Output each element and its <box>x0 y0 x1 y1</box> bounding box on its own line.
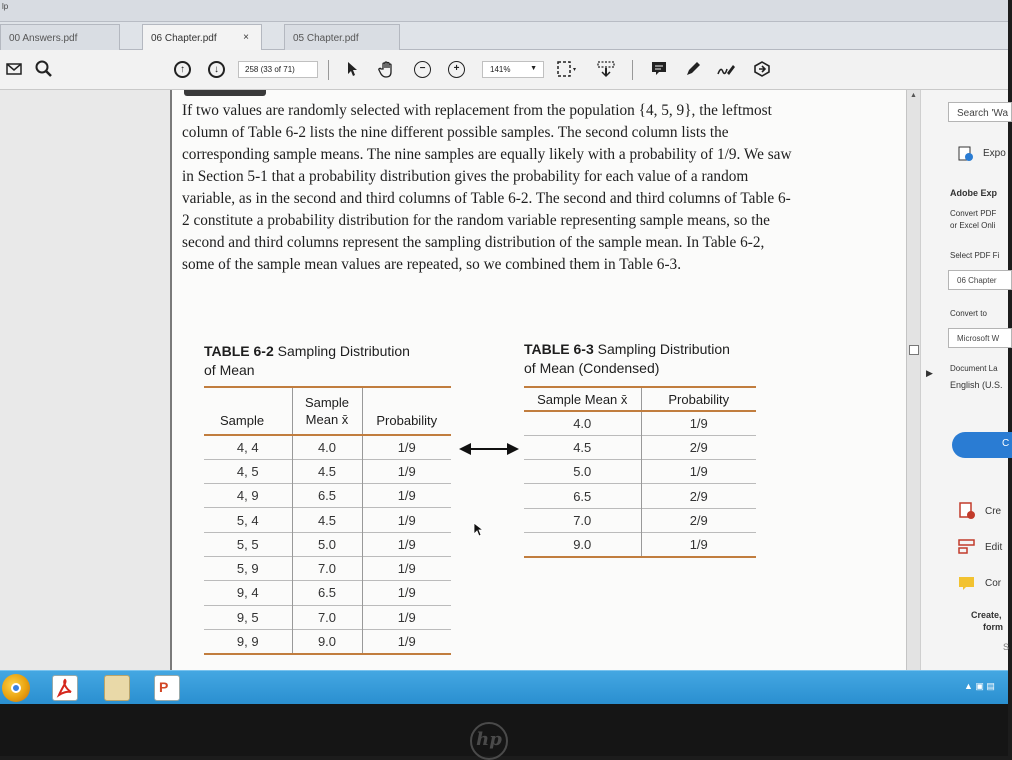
tab-label: 05 Chapter.pdf <box>293 33 359 44</box>
table-header-row <box>524 387 756 411</box>
footer-promo-line3: S <box>1003 642 1010 652</box>
comment-tool-icon <box>958 576 976 592</box>
export-pdf-icon <box>958 146 974 162</box>
cell: 1/9 <box>362 484 451 508</box>
table-row <box>204 556 451 580</box>
right-tools-pane <box>920 90 1008 670</box>
document-language-value[interactable]: English (U.S. <box>950 380 1003 390</box>
table-row <box>524 508 756 532</box>
cell: 7.0 <box>524 508 641 532</box>
cell: 5.0 <box>524 460 641 484</box>
table-row <box>524 460 756 484</box>
convert-description-line2: or Excel Onli <box>950 221 996 230</box>
header-sample-mean: Sample Mean x̄ <box>524 387 641 411</box>
zoom-out-icon[interactable]: − <box>414 59 431 79</box>
convert-button[interactable] <box>952 432 1012 458</box>
table-title-line2: of Mean <box>204 362 255 378</box>
cell: 1/9 <box>641 411 756 435</box>
table-row <box>204 605 451 629</box>
table-row <box>524 411 756 435</box>
cell: 9, 4 <box>204 581 292 605</box>
table-row <box>204 581 451 605</box>
cell: 2/9 <box>641 484 756 508</box>
table-label: TABLE 6-3 <box>524 341 594 357</box>
cell: 9.0 <box>292 629 362 653</box>
cell: 1/9 <box>362 605 451 629</box>
next-page-icon[interactable]: ↓ <box>208 59 225 79</box>
collapse-triangle-icon[interactable]: ▶ <box>926 368 933 378</box>
cell: 5.0 <box>292 532 362 556</box>
cell: 4.0 <box>292 435 362 459</box>
table-row <box>524 435 756 459</box>
chevron-down-icon: ▼ <box>530 65 537 72</box>
email-icon[interactable] <box>6 59 22 79</box>
tab-06-chapter[interactable] <box>142 24 262 50</box>
fit-page-icon[interactable] <box>556 59 578 79</box>
comment-icon[interactable] <box>650 59 668 79</box>
acrobat-app-icon[interactable] <box>52 675 78 701</box>
cell: 4, 5 <box>204 459 292 483</box>
create-pdf-tool[interactable]: Cre <box>985 506 1002 517</box>
system-tray[interactable]: ▲ ▣ ▤ <box>964 681 995 691</box>
table-6-2 <box>204 386 451 655</box>
edit-pdf-icon <box>958 538 976 556</box>
convert-description-line1: Convert PDF <box>950 209 997 218</box>
footer-promo-line1: Create, <box>971 610 1002 620</box>
cell: 4.5 <box>292 459 362 483</box>
table-row <box>204 459 451 483</box>
cell: 1/9 <box>362 629 451 653</box>
tab-05-chapter[interactable] <box>284 24 400 50</box>
document-language-label: Document La <box>950 364 998 373</box>
footer-promo-line2: form <box>983 622 1003 632</box>
search-icon[interactable] <box>35 59 53 79</box>
cell: 4.5 <box>292 508 362 532</box>
cell: 1/9 <box>641 460 756 484</box>
convert-to-label: Convert to <box>950 309 987 318</box>
cell: 1/9 <box>362 508 451 532</box>
section-header-band <box>184 90 266 96</box>
toolbar-separator <box>632 60 633 80</box>
zoom-level-field[interactable] <box>482 61 544 78</box>
cell: 7.0 <box>292 556 362 580</box>
selected-file-field[interactable]: 06 Chapter <box>948 270 1012 290</box>
tab-bar <box>0 22 1008 50</box>
table-title: Sampling Distribution <box>277 343 410 359</box>
sign-icon[interactable] <box>716 59 736 79</box>
file-explorer-icon[interactable] <box>104 675 130 701</box>
chrome-app-icon[interactable] <box>2 674 30 702</box>
hand-tool-icon[interactable] <box>378 59 396 79</box>
table-row <box>204 484 451 508</box>
cell: 2/9 <box>641 435 756 459</box>
table-row <box>204 435 451 459</box>
cell: 5, 9 <box>204 556 292 580</box>
header-line: Sample <box>304 395 350 410</box>
hp-logo: hp <box>470 722 508 760</box>
cell: 4.5 <box>524 435 641 459</box>
previous-page-icon[interactable]: ↑ <box>174 59 191 79</box>
select-pdf-label: Select PDF Fi <box>950 251 1000 260</box>
powerpoint-app-icon[interactable] <box>154 675 180 701</box>
scroll-up-icon[interactable]: ▲ <box>910 92 917 99</box>
table-row <box>204 629 451 653</box>
mouse-cursor-icon <box>473 522 485 538</box>
header-sample-mean <box>292 387 362 435</box>
adobe-export-heading: Adobe Exp <box>950 188 998 198</box>
tab-00-answers[interactable] <box>0 24 120 50</box>
table-header-row <box>204 387 451 435</box>
chrome-center <box>11 683 21 693</box>
cell: 5, 4 <box>204 508 292 532</box>
cell: 9, 9 <box>204 629 292 653</box>
cell: 2/9 <box>641 508 756 532</box>
send-icon[interactable] <box>752 59 772 79</box>
convert-target-select[interactable]: Microsoft W <box>948 328 1012 348</box>
select-tool-icon[interactable] <box>346 59 358 79</box>
left-navigation-pane <box>0 90 172 670</box>
body-paragraph: If two values are randomly selected with replacement from the population {4, 5, 9}, the leftmost column of Table 6-2 lists the nine different possible samples. The second column lists the corresponding sample means. The nine samples are equally likely with a probability of 1/9. We saw in Section 5-1 that a probability distribution gives the probability for each value of a random variable, as in the second and third columns of Table 6-2. The second and third columns of Table 6-2 constitute a probability distribution for the random variable representing sample means, so the second and third columns represent the sampling distribution of the sample mean. In Table 6-2, some of the sample mean values are repeated, so we combined them in Table 6-3. <box>182 102 792 273</box>
cell: 1/9 <box>362 581 451 605</box>
create-pdf-icon <box>958 502 976 520</box>
zoom-in-icon[interactable]: + <box>448 59 465 79</box>
cell: 7.0 <box>292 605 362 629</box>
comment-tool[interactable]: Cor <box>985 578 1002 589</box>
tab-label: 06 Chapter.pdf <box>151 33 217 44</box>
cell: 5, 5 <box>204 532 292 556</box>
vertical-scrollbar[interactable] <box>906 90 920 670</box>
cell: 1/9 <box>362 435 451 459</box>
cell: 6.5 <box>292 581 362 605</box>
cell: 4.0 <box>524 411 641 435</box>
table-6-3 <box>524 386 756 558</box>
table-6-2-caption <box>204 342 410 380</box>
toolbar <box>0 50 1008 90</box>
header-probability: Probability <box>641 387 756 411</box>
export-label[interactable]: Expo <box>983 148 1006 159</box>
table-title: Sampling Distribution <box>597 341 730 357</box>
edit-pdf-tool[interactable]: Edit <box>985 542 1003 553</box>
table-row <box>204 508 451 532</box>
scrollbar-thumb[interactable] <box>909 345 919 355</box>
header-line: Mean x̄ <box>305 412 349 427</box>
table-title-line2: of Mean (Condensed) <box>524 360 660 376</box>
tab-label: 00 Answers.pdf <box>9 33 78 44</box>
cell: 1/9 <box>362 556 451 580</box>
search-tools-input[interactable]: Search 'Wa <box>948 102 1012 122</box>
table-label: TABLE 6-2 <box>204 343 274 359</box>
header-sample: Sample <box>204 387 292 435</box>
pdf-page <box>172 90 906 670</box>
highlight-pen-icon[interactable] <box>684 59 702 79</box>
zoom-level-value: 141% <box>490 65 511 74</box>
cell: 4, 4 <box>204 435 292 459</box>
toolbar-separator <box>328 60 329 80</box>
windows-taskbar <box>0 670 1008 704</box>
header-probability: Probability <box>362 387 451 435</box>
close-tab-icon[interactable]: × <box>243 32 249 43</box>
menu-strip <box>0 0 1008 22</box>
cell: 4, 9 <box>204 484 292 508</box>
convert-button-label: C <box>1002 438 1010 449</box>
page-number-field[interactable]: 258 (33 of 71) <box>238 61 318 78</box>
cell: 1/9 <box>362 459 451 483</box>
cell: 1/9 <box>641 532 756 556</box>
cell: 9, 5 <box>204 605 292 629</box>
table-row <box>524 484 756 508</box>
cell: 9.0 <box>524 532 641 556</box>
scroll-mode-icon[interactable] <box>596 59 616 79</box>
table-row <box>204 532 451 556</box>
table-6-3-caption <box>524 340 730 378</box>
cell: 6.5 <box>524 484 641 508</box>
double-arrow-icon <box>459 443 519 455</box>
table-row <box>524 532 756 556</box>
powerpoint-letter: P <box>159 679 169 695</box>
cell: 1/9 <box>362 532 451 556</box>
cell: 6.5 <box>292 484 362 508</box>
menu-fragment[interactable]: lp <box>2 2 9 11</box>
